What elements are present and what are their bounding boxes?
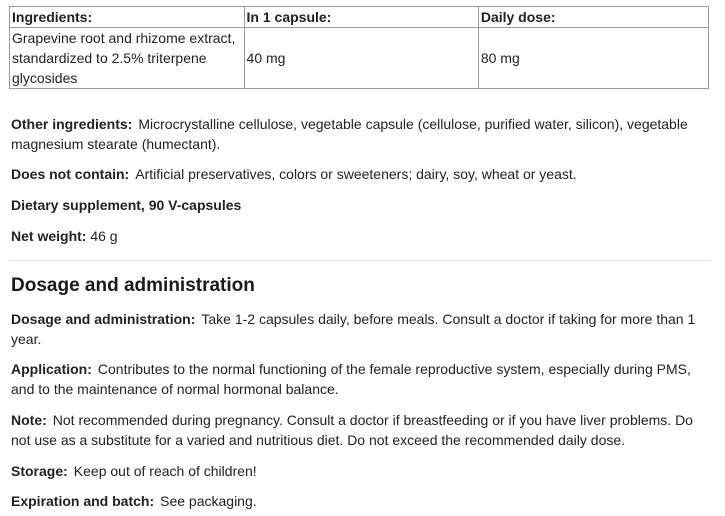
storage-paragraph bbox=[11, 461, 711, 481]
supplement-line-text: Dietary supplement, 90 V-capsules bbox=[11, 197, 242, 213]
table-row bbox=[10, 28, 709, 89]
does-not-contain bbox=[11, 164, 711, 184]
does-not-contain-value: Artificial preservatives, colors or sweeteners; dairy, soy, wheat or yeast. bbox=[135, 166, 577, 182]
dosage-label: Dosage and administration: bbox=[11, 311, 196, 327]
storage-label: Storage: bbox=[11, 463, 68, 479]
net-weight-value: 46 g bbox=[90, 228, 118, 244]
per-capsule-cell: 40 mg bbox=[244, 28, 478, 89]
dosage-value: Take 1-2 capsules daily, before meals. Consult a doctor if taking for more than 1 year. bbox=[11, 311, 696, 347]
application-label: Application: bbox=[11, 361, 92, 377]
net-weight-label: Net weight: bbox=[11, 228, 87, 244]
ingredient-name-cell: Grapevine root and rhizome extract, standardized to 2.5% triterpene glycosides bbox=[10, 28, 245, 89]
application-paragraph bbox=[11, 359, 711, 399]
ingredients-table bbox=[9, 6, 709, 89]
other-ingredients bbox=[11, 114, 711, 154]
header-per-capsule: In 1 capsule: bbox=[244, 7, 478, 28]
other-ingredients-value: Microcrystalline cellulose, vegetable capsule (cellulose, purified water, silicon), vegetable magnesium stearate (humectant). bbox=[11, 116, 688, 152]
note-label: Note: bbox=[11, 412, 47, 428]
table-header-row bbox=[10, 7, 709, 28]
application-value: Contributes to the normal functioning of the female reproductive system, especially during PMS, and to the maintenance of normal hormonal balance. bbox=[11, 361, 691, 397]
expiration-paragraph bbox=[11, 491, 711, 511]
does-not-contain-label: Does not contain: bbox=[11, 166, 130, 182]
other-ingredients-label: Other ingredients: bbox=[11, 116, 133, 132]
expiration-value: See packaging. bbox=[160, 493, 257, 509]
note-value: Not recommended during pregnancy. Consult a doctor if breastfeeding or if you have liver problems. Do not use as a substitute for a varied and nutritious diet. Do not exceed the recommended daily dose. bbox=[11, 412, 693, 448]
note-paragraph bbox=[11, 410, 711, 450]
net-weight bbox=[11, 226, 711, 246]
supplement-line bbox=[11, 195, 711, 215]
expiration-label: Expiration and batch: bbox=[11, 493, 155, 509]
dosage-section-title: Dosage and administration bbox=[11, 275, 255, 296]
header-daily-dose: Daily dose: bbox=[478, 7, 708, 28]
dosage-paragraph bbox=[11, 309, 711, 349]
section-divider bbox=[9, 260, 711, 261]
storage-value: Keep out of reach of children! bbox=[73, 463, 257, 479]
daily-dose-cell: 80 mg bbox=[478, 28, 708, 89]
header-ingredients: Ingredients: bbox=[10, 7, 245, 28]
